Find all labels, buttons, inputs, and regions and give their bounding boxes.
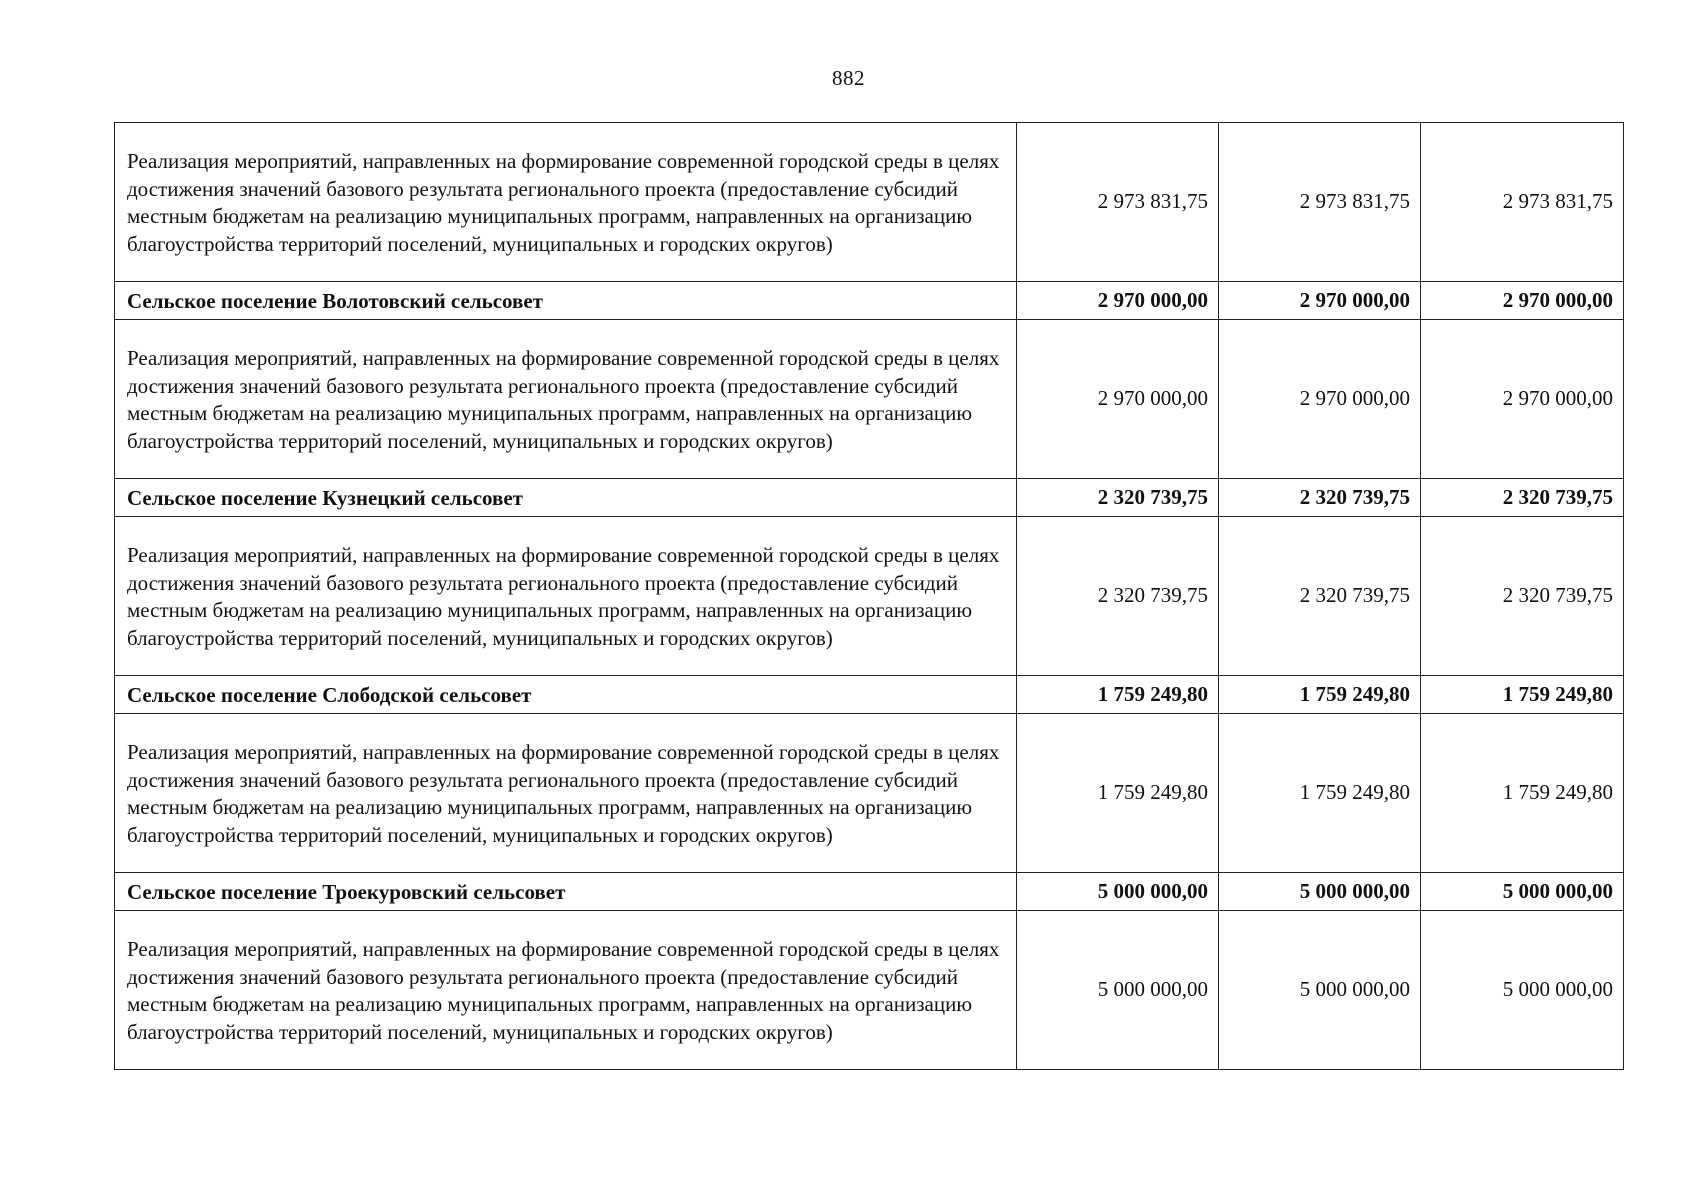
amount-cell: 1 759 249,80 [1219, 714, 1421, 873]
amount-cell: 2 970 000,00 [1017, 282, 1219, 320]
table-row [115, 282, 1624, 320]
amount-cell: 2 970 000,00 [1421, 320, 1624, 479]
table-row [115, 676, 1624, 714]
measure-description: Реализация мероприятий, направленных на формирование современной городской среды в целях достижения значений базового результата регионального проекта (предоставление субсидий местным бюджетам на реализацию муниципальных программ, направленных на организацию благоустройства территорий поселений, муниципальных и городских округов) [115, 123, 1017, 282]
amount-cell: 2 320 739,75 [1219, 479, 1421, 517]
page-number: 882 [832, 66, 865, 90]
amount-cell: 5 000 000,00 [1017, 873, 1219, 911]
budget-table [114, 122, 1624, 1070]
amount-cell: 2 973 831,75 [1421, 123, 1624, 282]
amount-cell: 5 000 000,00 [1421, 873, 1624, 911]
settlement-name: Сельское поселение Слободской сельсовет [115, 676, 1017, 714]
table-row [115, 911, 1624, 1070]
table-row [115, 714, 1624, 873]
amount-cell: 2 320 739,75 [1219, 517, 1421, 676]
amount-cell: 2 973 831,75 [1017, 123, 1219, 282]
amount-cell: 1 759 249,80 [1421, 714, 1624, 873]
amount-cell: 5 000 000,00 [1017, 911, 1219, 1070]
amount-cell: 2 320 739,75 [1017, 479, 1219, 517]
amount-cell: 5 000 000,00 [1421, 911, 1624, 1070]
amount-cell: 1 759 249,80 [1421, 676, 1624, 714]
table-row [115, 479, 1624, 517]
amount-cell: 5 000 000,00 [1219, 873, 1421, 911]
amount-cell: 2 320 739,75 [1421, 479, 1624, 517]
table-row [115, 123, 1624, 282]
measure-description: Реализация мероприятий, направленных на формирование современной городской среды в целях достижения значений базового результата регионального проекта (предоставление субсидий местным бюджетам на реализацию муниципальных программ, направленных на организацию благоустройства территорий поселений, муниципальных и городских округов) [115, 714, 1017, 873]
measure-description: Реализация мероприятий, направленных на формирование современной городской среды в целях достижения значений базового результата регионального проекта (предоставление субсидий местным бюджетам на реализацию муниципальных программ, направленных на организацию благоустройства территорий поселений, муниципальных и городских округов) [115, 320, 1017, 479]
amount-cell: 2 970 000,00 [1017, 320, 1219, 479]
amount-cell: 2 973 831,75 [1219, 123, 1421, 282]
measure-description: Реализация мероприятий, направленных на формирование современной городской среды в целях достижения значений базового результата регионального проекта (предоставление субсидий местным бюджетам на реализацию муниципальных программ, направленных на организацию благоустройства территорий поселений, муниципальных и городских округов) [115, 517, 1017, 676]
amount-cell: 2 970 000,00 [1421, 282, 1624, 320]
measure-description: Реализация мероприятий, направленных на формирование современной городской среды в целях достижения значений базового результата регионального проекта (предоставление субсидий местным бюджетам на реализацию муниципальных программ, направленных на организацию благоустройства территорий поселений, муниципальных и городских округов) [115, 911, 1017, 1070]
amount-cell: 1 759 249,80 [1017, 714, 1219, 873]
amount-cell: 2 970 000,00 [1219, 320, 1421, 479]
amount-cell: 1 759 249,80 [1219, 676, 1421, 714]
table-row [115, 320, 1624, 479]
settlement-name: Сельское поселение Троекуровский сельсовет [115, 873, 1017, 911]
amount-cell: 1 759 249,80 [1017, 676, 1219, 714]
settlement-name: Сельское поселение Кузнецкий сельсовет [115, 479, 1017, 517]
amount-cell: 2 320 739,75 [1017, 517, 1219, 676]
amount-cell: 2 320 739,75 [1421, 517, 1624, 676]
table-row [115, 873, 1624, 911]
table-row [115, 517, 1624, 676]
settlement-name: Сельское поселение Волотовский сельсовет [115, 282, 1017, 320]
amount-cell: 2 970 000,00 [1219, 282, 1421, 320]
amount-cell: 5 000 000,00 [1219, 911, 1421, 1070]
